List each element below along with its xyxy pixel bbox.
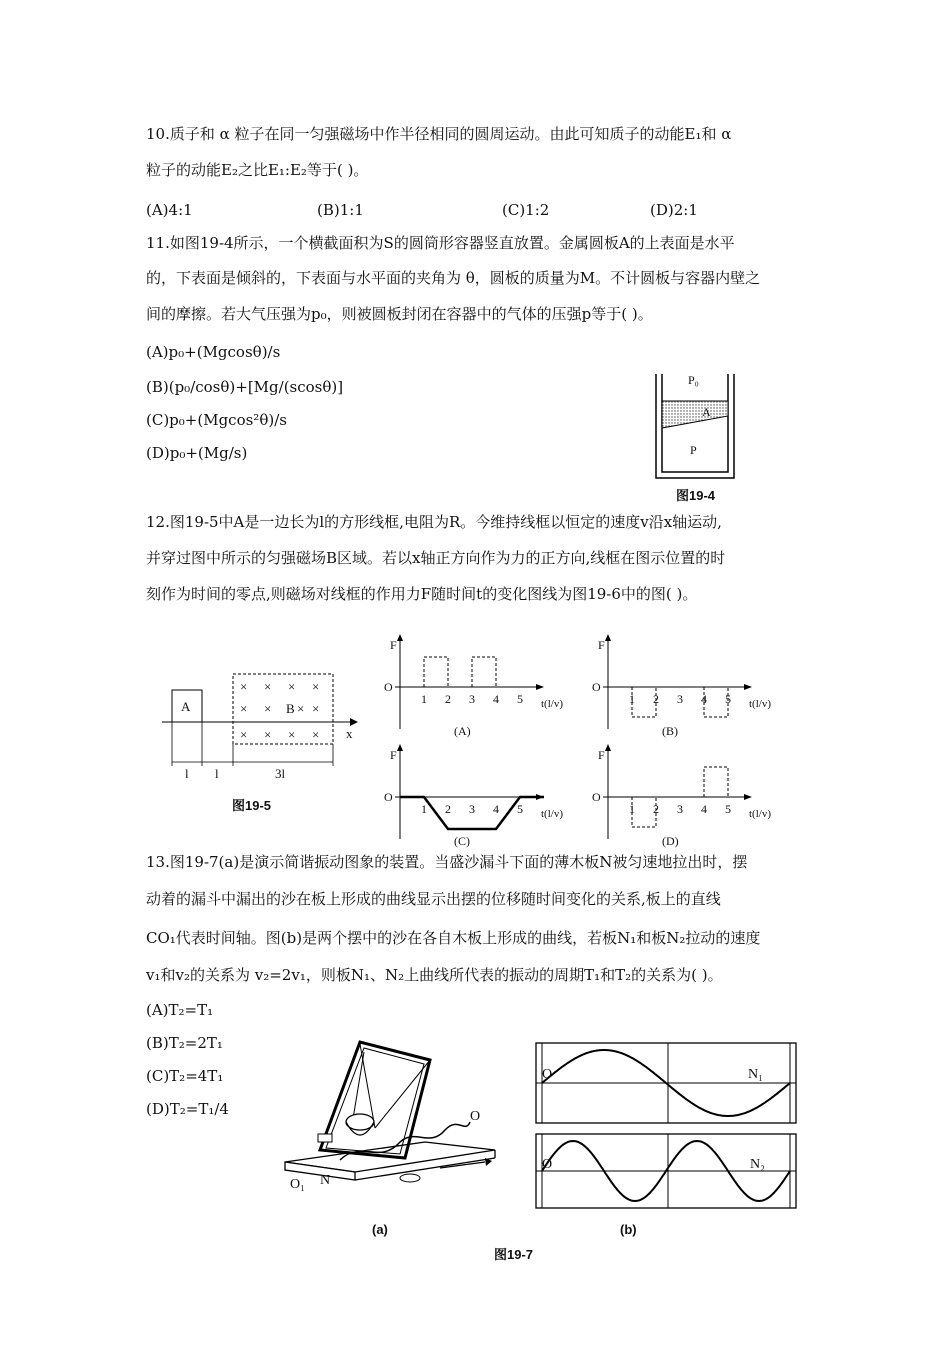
cross-mark: ×	[240, 727, 248, 742]
cross-mark: ×	[312, 701, 320, 716]
y-arrow	[605, 634, 611, 641]
q12-line2: 并穿过图中所示的匀强磁场B区域。若以x轴正方向作为力的正方向,线框在图示位置的时	[146, 549, 726, 567]
figure-19-6	[370, 625, 800, 855]
origin-label: O	[592, 680, 601, 694]
tick-label: 3	[677, 802, 683, 816]
graph-D	[592, 744, 771, 848]
tick-label: 4	[701, 802, 707, 816]
q10-option-c: (C)1:2	[502, 201, 550, 219]
x-label: t(l/v)	[749, 808, 771, 820]
fig195-field-label: B	[286, 701, 295, 716]
fig197a-label-n: N	[320, 1173, 331, 1188]
tick-label: 5	[517, 802, 523, 816]
q10-line2: 粒子的动能E₂之比E₁:E₂等于( )。	[146, 161, 369, 179]
q13-option-b: (B)T₂=2T₁	[146, 1034, 223, 1052]
fig194-caption: 图19-4	[676, 488, 716, 503]
tick-label: 1	[629, 692, 635, 706]
fig197a-label-o1: O₁	[290, 1177, 305, 1192]
fig197b-label-o-top: O	[542, 1067, 553, 1082]
panel-label: (C)	[454, 834, 470, 848]
tick-label: 2	[445, 692, 451, 706]
graph-B	[592, 634, 771, 738]
fig194-label-a: A	[702, 405, 711, 419]
q10-option-d: (D)2:1	[650, 201, 698, 219]
tick-label: 5	[725, 802, 731, 816]
fig195-dim-3: 3l	[275, 766, 286, 781]
panel-label: (B)	[662, 724, 678, 738]
q13-line1: 13.图19-7(a)是演示简谐振动图象的装置。当盛沙漏斗下面的薄木板N被匀速地拉出时，摆	[146, 853, 748, 871]
y-label: F	[390, 638, 397, 652]
fig194-label-p: P	[690, 443, 697, 457]
y-label: F	[598, 748, 605, 762]
fig194-label-p0: P₀	[688, 373, 699, 387]
cross-mark: ×	[312, 727, 320, 742]
cross-mark: ×	[312, 679, 320, 694]
force-pulse	[424, 657, 448, 687]
fig197-caption: 图19-7	[494, 1247, 534, 1262]
cross-mark: ×	[264, 701, 272, 716]
q11-option-d: (D)p₀+(Mg/s)	[146, 444, 248, 462]
fig195-caption: 图19-5	[232, 798, 272, 813]
figure-19-7a	[280, 1030, 510, 1210]
q11-line1: 11.如图19-4所示，一个横截面积为S的圆筒形容器竖直放置。金属圆板A的上表面是水平	[146, 234, 735, 252]
tick-label: 3	[469, 802, 475, 816]
q10-option-a: (A)4:1	[146, 201, 193, 219]
cross-mark: ×	[264, 727, 272, 742]
panel-label: (D)	[662, 834, 679, 848]
x-arrow	[536, 684, 544, 690]
fig197b-label-n2: N₂	[750, 1157, 765, 1172]
fig197b-caption: (b)	[620, 1222, 637, 1237]
figure-19-4	[650, 368, 740, 480]
q11-option-a: (A)p₀+(Mgcosθ)/s	[146, 343, 281, 361]
tick-label: 2	[653, 802, 659, 816]
tick-label: 3	[677, 692, 683, 706]
q10-option-b: (B)1:1	[317, 201, 364, 219]
tick-label: 1	[629, 802, 635, 816]
tick-label: 5	[517, 692, 523, 706]
tick-label: 1	[421, 802, 427, 816]
x-label: t(l/v)	[541, 808, 563, 820]
cross-mark: ×	[288, 727, 296, 742]
fig197b-label-n1: N₁	[748, 1067, 763, 1082]
q13-line2: 动着的漏斗中漏出的沙在板上形成的曲线显示出摆的位移随时间变化的关系,板上的直线	[146, 890, 721, 908]
force-pulse	[472, 657, 496, 687]
tick-label: 3	[469, 692, 475, 706]
figure-19-5	[160, 660, 365, 810]
fig195-dim-1: l	[185, 766, 189, 781]
cross-mark: ×	[240, 701, 248, 716]
origin-label: O	[384, 790, 393, 804]
fig195-frame-label: A	[181, 699, 191, 714]
origin-label: O	[592, 790, 601, 804]
x-label: t(l/v)	[541, 698, 563, 710]
tick-label: 4	[493, 692, 499, 706]
cross-mark: ×	[240, 679, 248, 694]
q12-line1: 12.图19-5中A是一边长为l的方形线框,电阻为R。今维持线框以恒定的速度v沿x轴运动,	[146, 513, 722, 531]
q11-option-c: (C)p₀+(Mgcos²θ)/s	[146, 411, 287, 429]
q13-option-a: (A)T₂=T₁	[146, 1001, 214, 1019]
cross-mark: ×	[288, 679, 296, 694]
y-arrow	[605, 744, 611, 751]
x-arrow	[744, 794, 752, 800]
q11-option-b: (B)(p₀/cosθ)+[Mg/(scosθ)]	[146, 378, 344, 396]
q11-line3: 间的摩擦。若大气压强为p₀，则被圆板封闭在容器中的气体的压强p等于( )。	[146, 305, 653, 323]
y-arrow	[397, 744, 403, 751]
q10-line1: 10.质子和 α 粒子在同一匀强磁场中作半径相同的圆周运动。由此可知质子的动能E₁和 α	[146, 125, 732, 143]
q11-line2: 的，下表面是倾斜的，下表面与水平面的夹角为 θ，圆板的质量为M。不计圆板与容器内壁之	[146, 269, 761, 287]
tick-label: 2	[445, 802, 451, 816]
q13-line3: CO₁代表时间轴。图(b)是两个摆中的沙在各自木板上形成的曲线，若板N₁和板N₂拉动的速度	[146, 929, 761, 947]
x-label: t(l/v)	[749, 698, 771, 710]
y-label: F	[390, 748, 397, 762]
fig197b-label-o-bottom: O	[542, 1157, 553, 1172]
graph-C	[384, 744, 563, 848]
cross-mark: ×	[297, 701, 305, 716]
fig195-x-label: x	[346, 726, 353, 741]
tick-label: 1	[421, 692, 427, 706]
panel-label: (A)	[454, 724, 471, 738]
tick-label: 4	[493, 802, 499, 816]
fig197a-label-o: O	[470, 1109, 481, 1124]
tick-label: 2	[653, 692, 659, 706]
q13-option-d: (D)T₂=T₁/4	[146, 1100, 229, 1118]
tick-label: 4	[701, 692, 707, 706]
fig197a-caption: (a)	[372, 1222, 388, 1237]
fig195-dim-2: l	[215, 766, 219, 781]
y-label: F	[598, 638, 605, 652]
figure-19-7b	[528, 1038, 808, 1210]
cross-mark: ×	[264, 679, 272, 694]
q12-line3: 刻作为时间的零点,则磁场对线框的作用力F随时间t的变化图线为图19-6中的图( )。	[146, 585, 698, 603]
tick-label: 5	[725, 692, 731, 706]
graph-A	[384, 634, 563, 738]
q13-line4: v₁和v₂的关系为 v₂=2v₁，则板N₁、N₂上曲线所代表的振动的周期T₁和T₂的关系为( )。	[146, 966, 723, 984]
x-arrow	[744, 684, 752, 690]
origin-label: O	[384, 680, 393, 694]
q13-option-c: (C)T₂=4T₁	[146, 1067, 224, 1085]
y-arrow	[397, 634, 403, 641]
force-pulse	[704, 767, 728, 797]
